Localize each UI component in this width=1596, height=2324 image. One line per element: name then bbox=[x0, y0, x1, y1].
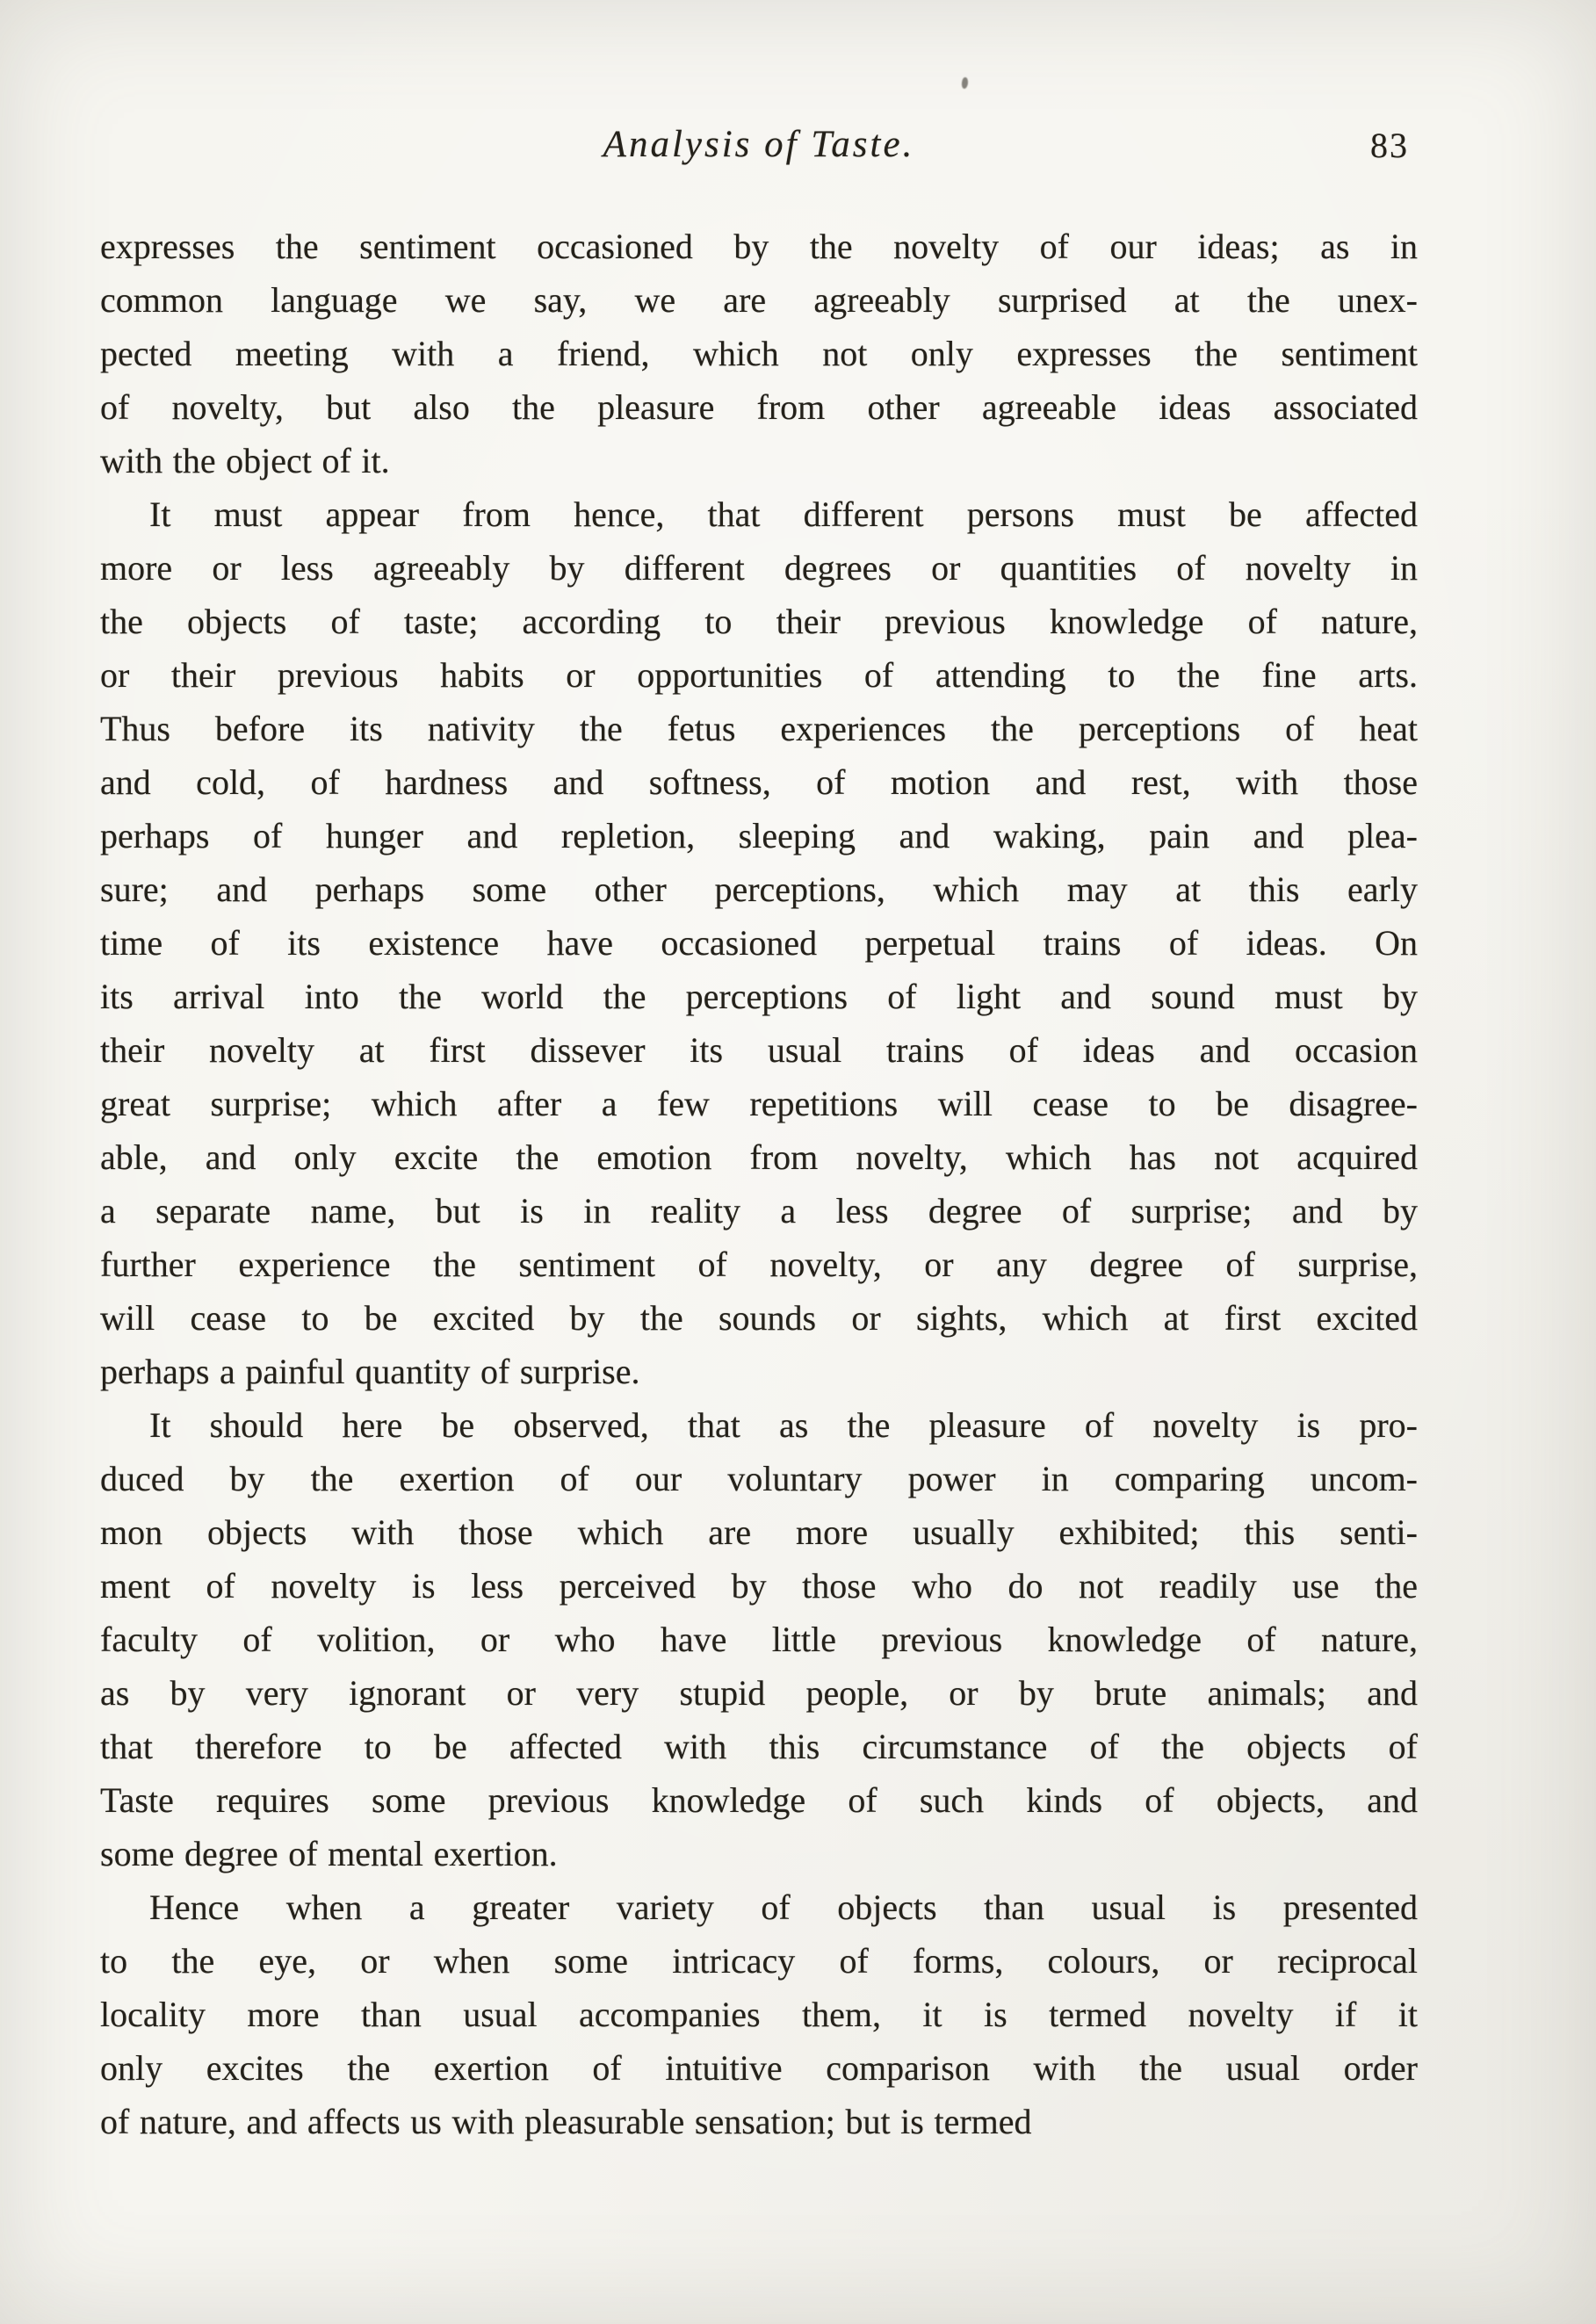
text-line: perhaps a painful quantity of surprise. bbox=[100, 1352, 640, 1391]
text-line: faculty of volition, or who have little previous knowledge of nature, bbox=[100, 1620, 1418, 1659]
text-line: perhaps of hunger and repletion, sleeping and waking, pain and plea- bbox=[100, 816, 1418, 855]
page-header bbox=[100, 123, 1418, 179]
text-line: of novelty, but also the pleasure from other agreeable ideas associated bbox=[100, 387, 1418, 427]
text-line: common language we say, we are agreeably surprised at the unex- bbox=[100, 280, 1418, 320]
text-line: locality more than usual accompanies them, it is termed novelty if it bbox=[100, 1995, 1418, 2034]
paragraph bbox=[100, 220, 1418, 487]
text-line: as by very ignorant or very stupid people, or by brute animals; and bbox=[100, 1673, 1418, 1713]
page-content bbox=[100, 123, 1418, 2148]
text-line: will cease to be excited by the sounds or sights, which at first excited bbox=[100, 1298, 1418, 1338]
text-line: some degree of mental exertion. bbox=[100, 1834, 558, 1873]
text-line: with the object of it. bbox=[100, 441, 390, 480]
text-line: to the eye, or when some intricacy of forms, colours, or reciprocal bbox=[100, 1941, 1418, 1981]
text-line: their novelty at first dissever its usual trains of ideas and occasion bbox=[100, 1030, 1418, 1070]
text-line: ment of novelty is less perceived by those who do not readily use the bbox=[100, 1566, 1418, 1606]
text-line: that therefore to be affected with this circumstance of the objects of bbox=[100, 1727, 1418, 1766]
text-line: It should here be observed, that as the pleasure of novelty is pro- bbox=[149, 1405, 1418, 1445]
text-line: expresses the sentiment occasioned by the novelty of our ideas; as in bbox=[100, 227, 1418, 266]
text-line: the objects of taste; according to their previous knowledge of nature, bbox=[100, 602, 1418, 641]
text-line: Hence when a greater variety of objects than usual is presented bbox=[149, 1887, 1418, 1927]
paragraph bbox=[100, 1398, 1418, 1880]
text-line: or their previous habits or opportunities of attending to the fine arts. bbox=[100, 655, 1418, 695]
page-number: 83 bbox=[1370, 126, 1409, 165]
text-line: a separate name, but is in reality a less degree of surprise; and by bbox=[100, 1191, 1418, 1231]
running-title: Analysis of Taste. bbox=[603, 124, 915, 165]
paragraph bbox=[100, 1880, 1418, 2148]
text-line: more or less agreeably by different degrees or quantities of novelty in bbox=[100, 548, 1418, 588]
ink-speck bbox=[961, 77, 969, 90]
text-line: its arrival into the world the perceptions of light and sound must by bbox=[100, 977, 1418, 1016]
text-line: It must appear from hence, that different persons must be affected bbox=[149, 494, 1418, 534]
text-line: mon objects with those which are more usually exhibited; this senti- bbox=[100, 1512, 1418, 1552]
text-line: pected meeting with a friend, which not only expresses the sentiment bbox=[100, 334, 1418, 373]
text-line: sure; and perhaps some other perceptions, which may at this early bbox=[100, 870, 1418, 909]
text-line: duced by the exertion of our voluntary power in comparing uncom- bbox=[100, 1459, 1418, 1498]
page-body bbox=[100, 220, 1418, 2148]
text-line: great surprise; which after a few repetitions will cease to be disagree- bbox=[100, 1084, 1418, 1123]
text-line: Thus before its nativity the fetus experiences the perceptions of heat bbox=[100, 709, 1418, 748]
text-line: of nature, and affects us with pleasurable sensation; but is termed bbox=[100, 2102, 1032, 2141]
text-line: able, and only excite the emotion from novelty, which has not acquired bbox=[100, 1137, 1418, 1177]
text-line: only excites the exertion of intuitive comparison with the usual order bbox=[100, 2048, 1418, 2088]
text-line: Taste requires some previous knowledge of such kinds of objects, and bbox=[100, 1780, 1418, 1820]
paragraph bbox=[100, 487, 1418, 1398]
text-line: further experience the sentiment of novelty, or any degree of surprise, bbox=[100, 1245, 1418, 1284]
text-line: time of its existence have occasioned perpetual trains of ideas. On bbox=[100, 923, 1418, 963]
text-line: and cold, of hardness and softness, of motion and rest, with those bbox=[100, 762, 1418, 802]
